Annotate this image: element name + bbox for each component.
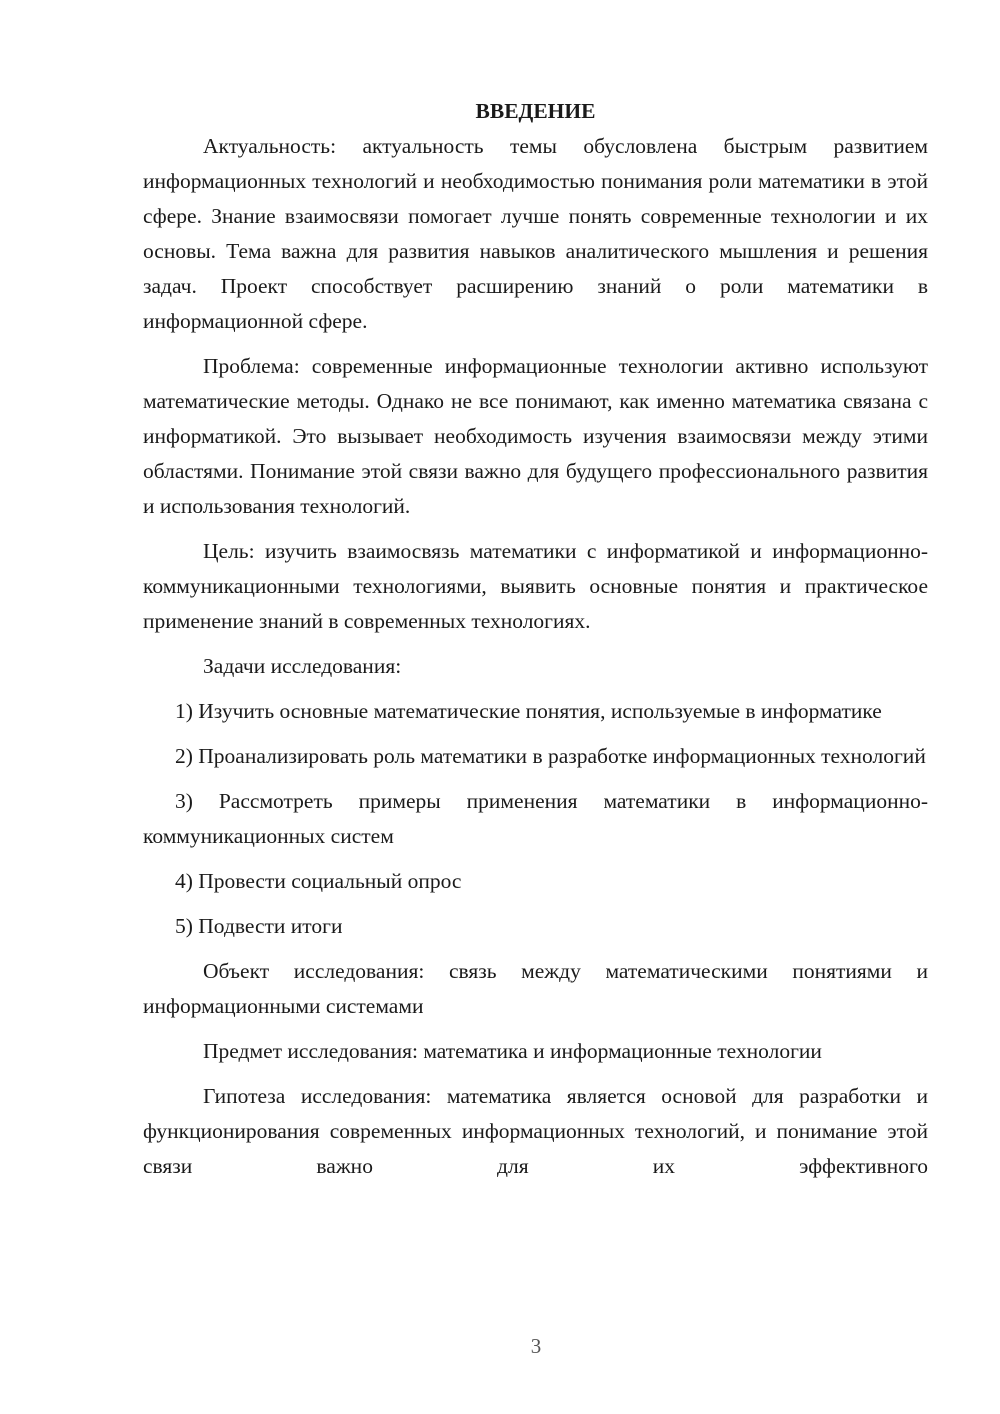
task-item-2: 2) Проанализировать роль математики в разработке информационных технологий <box>175 744 926 768</box>
task-item-3: 3) Рассмотреть примеры применения математики в информационно-коммуникационных систем <box>143 789 928 848</box>
page-content <box>143 94 928 1184</box>
task-item-1: 1) Изучить основные математические понятия, используемые в информатике <box>175 699 882 723</box>
subject-paragraph: Предмет исследования: математика и информационные технологии <box>203 1039 822 1063</box>
goal-paragraph: Цель: изучить взаимосвязь математики с информатикой и информационно-коммуникационными технологиями, выявить основные понятия и практическое применение знаний в современных технологиях. <box>143 539 928 633</box>
object-paragraph: Объект исследования: связь между математическими понятиями и информационными системами <box>143 959 928 1018</box>
relevance-paragraph: Актуальность: актуальность темы обусловлена быстрым развитием информационных технологий и необходимостью понимания роли математики в этой сфере. Знание взаимосвязи помогает лучше понять современные технологии и их основы. Тема важна для развития навыков аналитического мышления и решения задач. Проект способствует расширению знаний о роли математики в информационной сфере. <box>143 134 928 333</box>
page-number: 3 <box>530 1334 542 1358</box>
problem-paragraph: Проблема: современные информационные технологии активно используют математические методы. Однако не все понимают, как именно математика связана с информатикой. Это вызывает необходимость изучения взаимосвязи между этими областями. Понимание этой связи важно для будущего профессионального развития и использования технологий. <box>143 354 928 518</box>
hypothesis-paragraph: Гипотеза исследования: математика является основой для разработки и функционирования современных информационных технологий, и понимание этой связи важно для их эффективного <box>143 1084 928 1178</box>
tasks-heading: Задачи исследования: <box>203 654 402 678</box>
task-item-5: 5) Подвести итоги <box>175 914 343 938</box>
section-title: ВВЕДЕНИЕ <box>475 99 596 123</box>
task-item-4: 4) Провести социальный опрос <box>175 869 462 893</box>
